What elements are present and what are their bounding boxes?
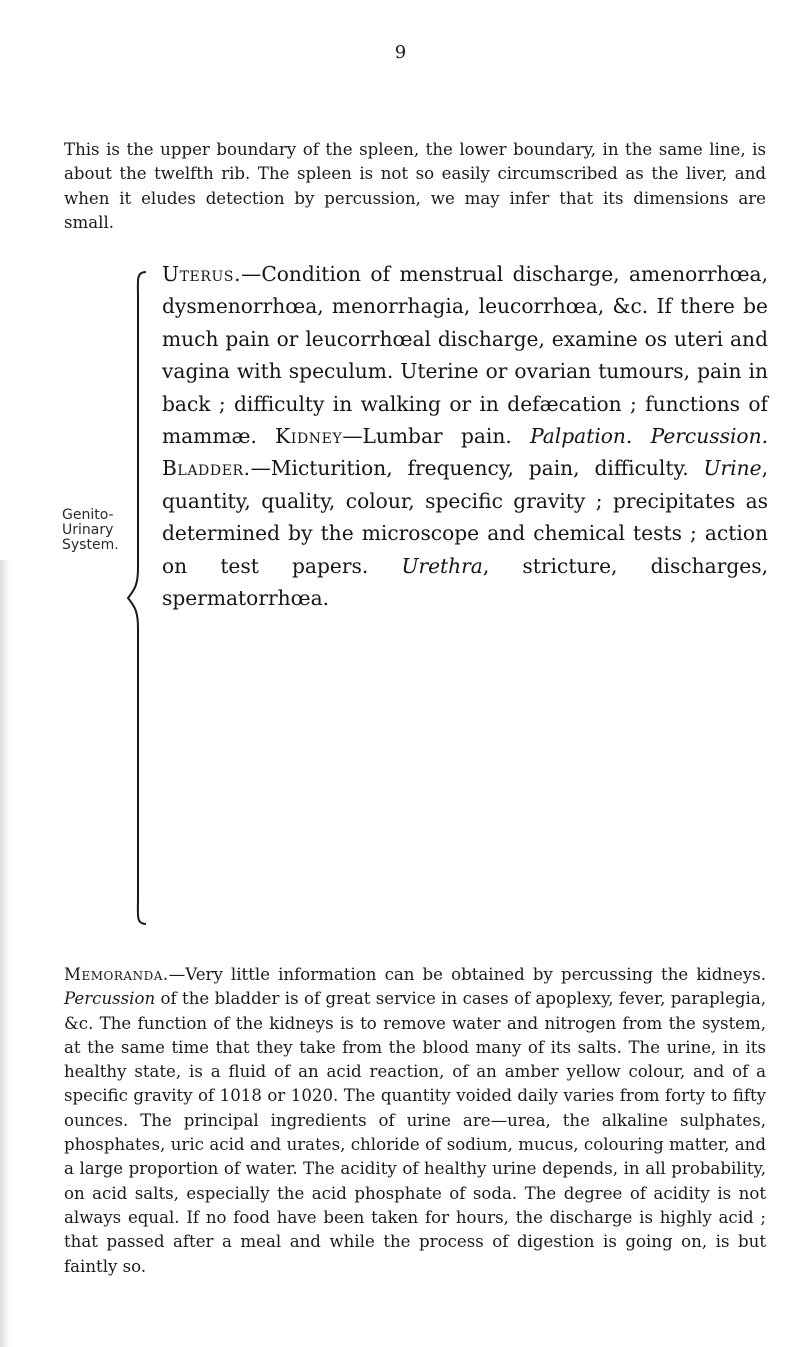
uterus-heading: Uterus. [162, 262, 242, 286]
kidney-text: —Lumbar pain. [342, 424, 512, 449]
urethra-text: , stricture, discharges, spermatorrhœa. [162, 553, 768, 611]
bladder-heading: Bladder. [162, 456, 251, 481]
side-label-line-3: System. [62, 537, 119, 553]
urine-term: Urine [703, 456, 762, 481]
side-label-line-2: Urinary [62, 522, 114, 538]
kidney-heading: Kidney [275, 424, 343, 449]
side-label-genito-urinary [62, 508, 128, 553]
percussion-term: Percussion. [650, 424, 768, 449]
page-fold-shadow [0, 560, 10, 1347]
bladder-text: —Micturition, frequency, pain, difficulty. [250, 456, 689, 481]
memoranda-text-1: —Very little information can be obtained by percussing the kidneys. [168, 965, 766, 984]
memoranda-heading: Memoranda. [64, 965, 169, 984]
side-label-line-1: Genito- [62, 507, 114, 523]
uterus-text: —Condition of menstrual discharge, amenorrhœa, dysmenorrhœa, menorrhagia, leucorrhœa, &c. If there be much pain or leucorrhœal discharge, examine os uteri and vagina with speculum. Uterine or ovarian tumours, pain in back ; difficulty in walking or in defæcation ; functions of mammæ. [162, 262, 768, 449]
memoranda-text-2: of the bladder is of great service in cases of apoplexy, fever, paraplegia, &c. The function of the kidneys is to remove water and nitrogen from the system, at the same time that they take from the blood many of its salts. The urine, in its healthy state, is a fluid of an acid reaction, of an amber yellow colour, and of a specific gravity of 1018 or 1020. The quantity voided daily varies from forty to fifty ounces. The principal ingredients of urine are—urea, the alkaline sulphates, phosphates, uric acid and urates, chloride of sodium, mucus, colouring matter, and a large proportion of water. The acidity of healthy urine depends, in all probability, on acid salts, especially the acid phosphate of soda. The degree of acidity is not always equal. If no food have been taken for hours, the discharge is highly acid ; that passed after a meal and while the process of digestion is going on, is but faintly so. [64, 989, 766, 1276]
urine-text: , quantity, quality, colour, specific gravity ; precipitates as determined by the microscope and chemical tests ; action on test papers. [162, 456, 768, 578]
urethra-term: Urethra [401, 553, 483, 578]
page-number: 9 [394, 42, 407, 63]
palpation-term: Palpation. [530, 424, 633, 449]
memoranda-paragraph [64, 963, 766, 1279]
intro-paragraph: This is the upper boundary of the spleen, the lower boundary, in the same line, is about the twelfth rib. The spleen is not so easily circumscribed as the liver, and when it eludes detection by percussion, we may infer that its dimensions are small. [64, 140, 766, 232]
memoranda-percussion-term: Percussion [64, 989, 156, 1009]
genito-urinary-section [162, 258, 768, 614]
curly-brace-icon [122, 268, 152, 928]
